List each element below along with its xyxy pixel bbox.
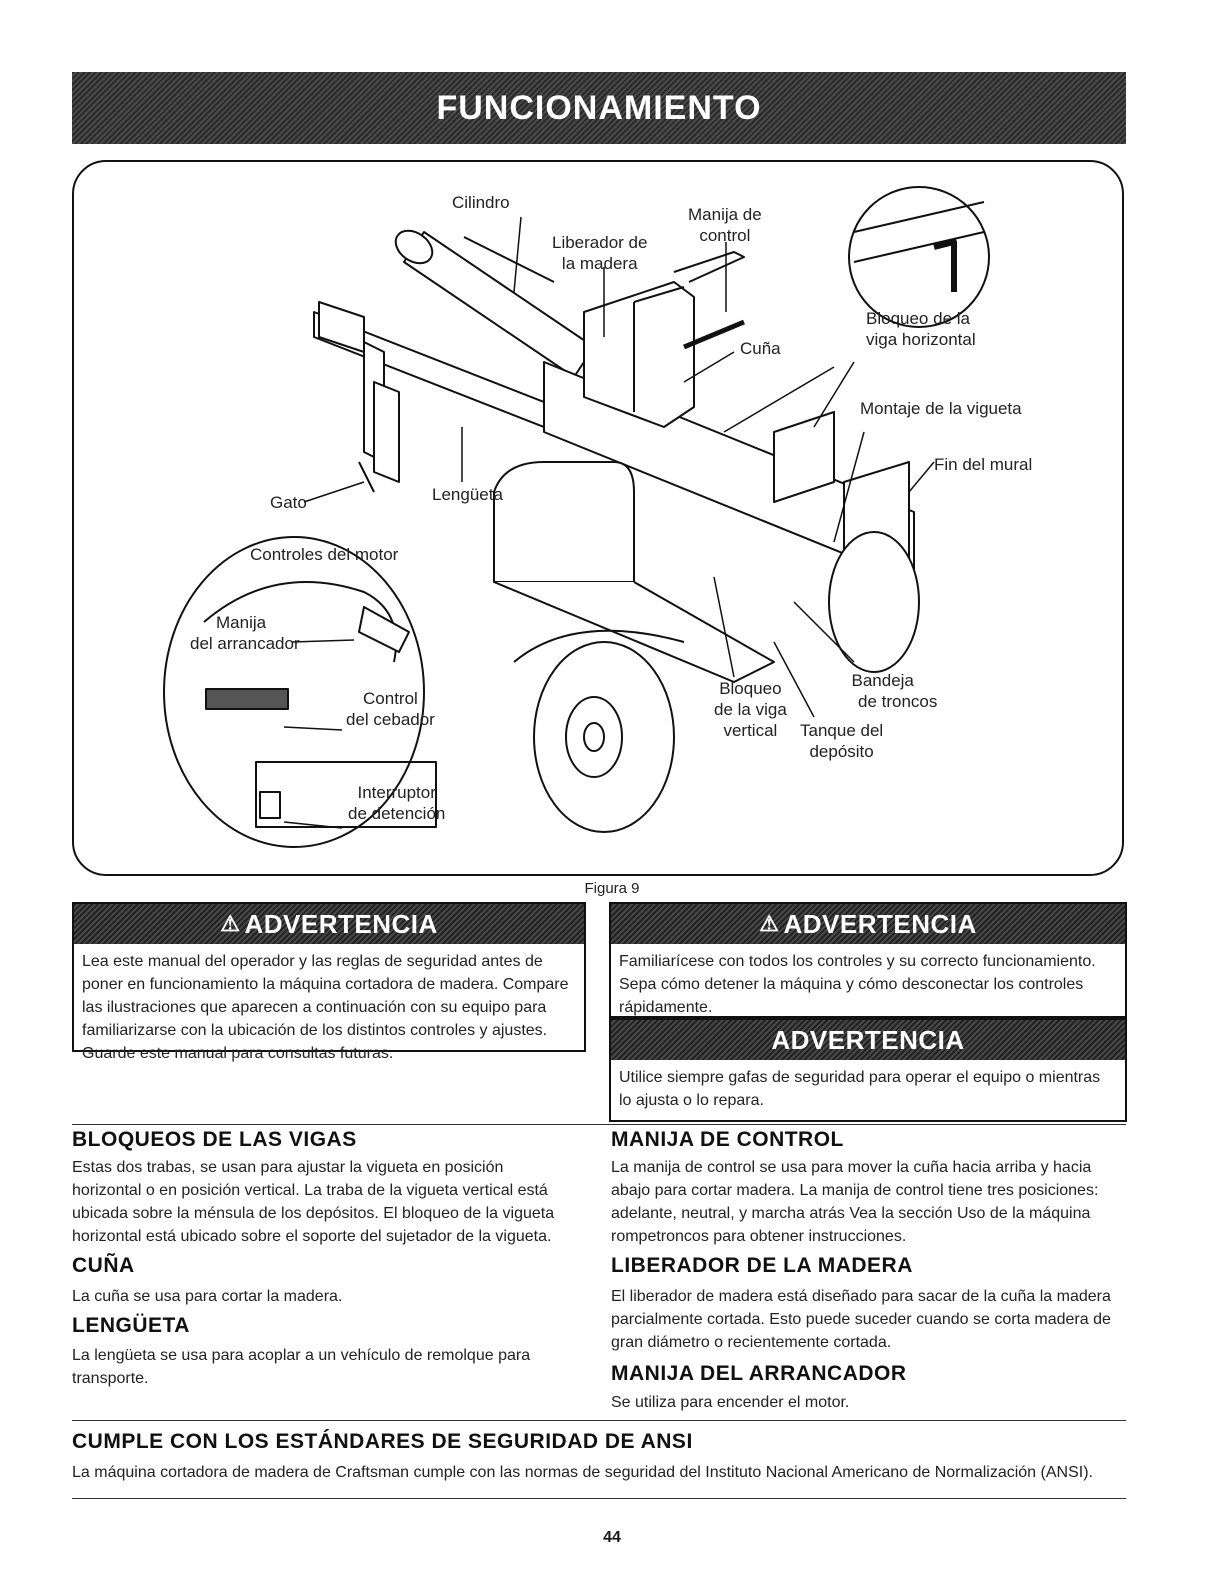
label-text: Montaje de la vigueta xyxy=(860,399,1022,418)
label-text: Control xyxy=(363,689,418,708)
label-bloqueo-horizontal xyxy=(866,308,976,350)
label-cuna xyxy=(740,338,781,359)
label-tanque xyxy=(800,720,883,762)
figure-caption: Figura 9 xyxy=(584,880,640,897)
warning-text: Familiarícese con todos los controles y su correcto funcionamiento. Sepa cómo detener la máquina y cómo desconectar los controles rápidamente. xyxy=(619,953,1096,1016)
label-lengueta xyxy=(432,484,503,505)
label-text: viga horizontal xyxy=(866,330,976,349)
section-title-arrancador: MANIJA DEL ARRANCADOR xyxy=(611,1362,907,1385)
label-interruptor xyxy=(348,782,445,824)
label-text: del arrancador xyxy=(190,634,300,653)
divider xyxy=(72,1124,1126,1125)
section-text-liberador: El liberador de madera está diseñado para sacar de la cuña la madera parcialmente cortada. Esto puede suceder cuando se corta madera de gran diámetro o recientemente cortada. xyxy=(611,1288,1111,1351)
label-controles-motor xyxy=(250,544,398,565)
label-montaje xyxy=(860,398,1022,419)
section-text-ansi: La máquina cortadora de madera de Craftsman cumple con las normas de seguridad del Instituto Nacional Americano de Normalización (ANSI). xyxy=(72,1464,1093,1481)
label-text: Bloqueo de la xyxy=(866,309,970,328)
section-title-bloqueos: BLOQUEOS DE LAS VIGAS xyxy=(72,1128,357,1151)
warning-triangle-icon: ⚠ xyxy=(759,911,780,936)
section-title-liberador: LIBERADOR DE LA MADERA xyxy=(611,1254,913,1277)
warning-header xyxy=(611,904,1125,944)
label-control-cebador xyxy=(346,688,435,730)
label-fin-mural xyxy=(934,454,1032,475)
warning-title: ADVERTENCIA xyxy=(244,908,438,939)
section-text-lengueta: La lengüeta se usa para acoplar a un vehículo de remolque para transporte. xyxy=(72,1347,531,1387)
label-text: Gato xyxy=(270,493,307,512)
label-text: Lengüeta xyxy=(432,485,503,504)
label-gato xyxy=(270,492,307,513)
label-text: de detención xyxy=(348,804,446,823)
figure-9-frame xyxy=(72,160,1124,876)
section-text-arrancador: Se utiliza para encender el motor. xyxy=(611,1394,850,1411)
section-text-bloqueos: Estas dos trabas, se usan para ajustar la vigueta en posición horizontal o en posición vertical. La traba de la vigueta vertical está ubicada sobre la ménsula de los depósitos. El bloqueo de la vigueta horizontal está ubicado sobre el soporte del sujetador de la vigueta. xyxy=(72,1159,555,1245)
label-bloqueo-vertical xyxy=(714,678,787,741)
section-title-lengueta: LENGÜETA xyxy=(72,1314,190,1337)
page-banner xyxy=(72,72,1126,144)
label-text: Bandeja xyxy=(851,671,914,690)
label-bandeja xyxy=(828,670,937,712)
label-text: Cilindro xyxy=(452,193,510,212)
warning-text: Utilice siempre gafas de seguridad para operar el equipo o mientras lo ajusta o lo repara. xyxy=(619,1069,1101,1109)
warning-box-manual xyxy=(72,902,586,1062)
label-text: la madera xyxy=(561,254,638,273)
label-text: Liberador de xyxy=(552,233,648,252)
section-text-manija-control: La manija de control se usa para mover la cuña hacia arriba y hacia abajo para cortar madera. La manija de control tiene tres posiciones: adelante, neutral, y marcha atrás Vea la sección Uso de la máquina rompetroncos para obtener instrucciones. xyxy=(611,1159,1099,1245)
label-text: Fin del mural xyxy=(934,455,1033,474)
label-text: Bloqueo xyxy=(719,679,782,698)
label-text: Tanque del xyxy=(800,721,884,740)
label-manija-arrancador xyxy=(190,612,300,654)
label-text: de troncos xyxy=(858,692,938,711)
warning-title: ADVERTENCIA xyxy=(783,908,977,939)
label-text: vertical xyxy=(723,721,778,740)
warning-title: ADVERTENCIA xyxy=(771,1024,965,1055)
section-title-cuna: CUÑA xyxy=(72,1254,135,1277)
warning-header xyxy=(611,1020,1125,1060)
warning-box-controls xyxy=(609,902,1127,1018)
section-text-cuna: La cuña se usa para cortar la madera. xyxy=(72,1288,343,1305)
label-text: Interruptor xyxy=(357,783,436,802)
label-text: Manija xyxy=(216,613,267,632)
divider xyxy=(72,1420,1126,1421)
banner-title: FUNCIONAMIENTO xyxy=(436,88,762,127)
label-text: control xyxy=(699,226,751,245)
warning-box-goggles xyxy=(609,1018,1127,1122)
warning-header xyxy=(74,904,584,944)
warning-text: Lea este manual del operador y las reglas de seguridad antes de poner en funcionamiento la máquina cortadora de madera. Compare las ilustraciones que aparecen a continuación con su equipo para familiarizarse con la ubicación de los distintos controles y ajustes. Guarde este manual para consultas futuras. xyxy=(82,953,569,1062)
label-cilindro xyxy=(452,192,510,213)
label-text: del cebador xyxy=(346,710,435,729)
label-text: Manija de xyxy=(688,205,762,224)
label-text: de la viga xyxy=(714,700,787,719)
page-number: 44 xyxy=(603,1529,621,1546)
warning-triangle-icon: ⚠ xyxy=(220,911,241,936)
label-liberador xyxy=(552,232,647,274)
section-title-manija-control: MANIJA DE CONTROL xyxy=(611,1128,844,1151)
section-title-ansi: CUMPLE CON LOS ESTÁNDARES DE SEGURIDAD DE ANSI xyxy=(72,1430,693,1453)
divider xyxy=(72,1498,1126,1499)
label-manija-control xyxy=(688,204,762,246)
label-text: Cuña xyxy=(740,339,781,358)
label-text: Controles del motor xyxy=(250,545,399,564)
label-text: depósito xyxy=(809,742,874,761)
